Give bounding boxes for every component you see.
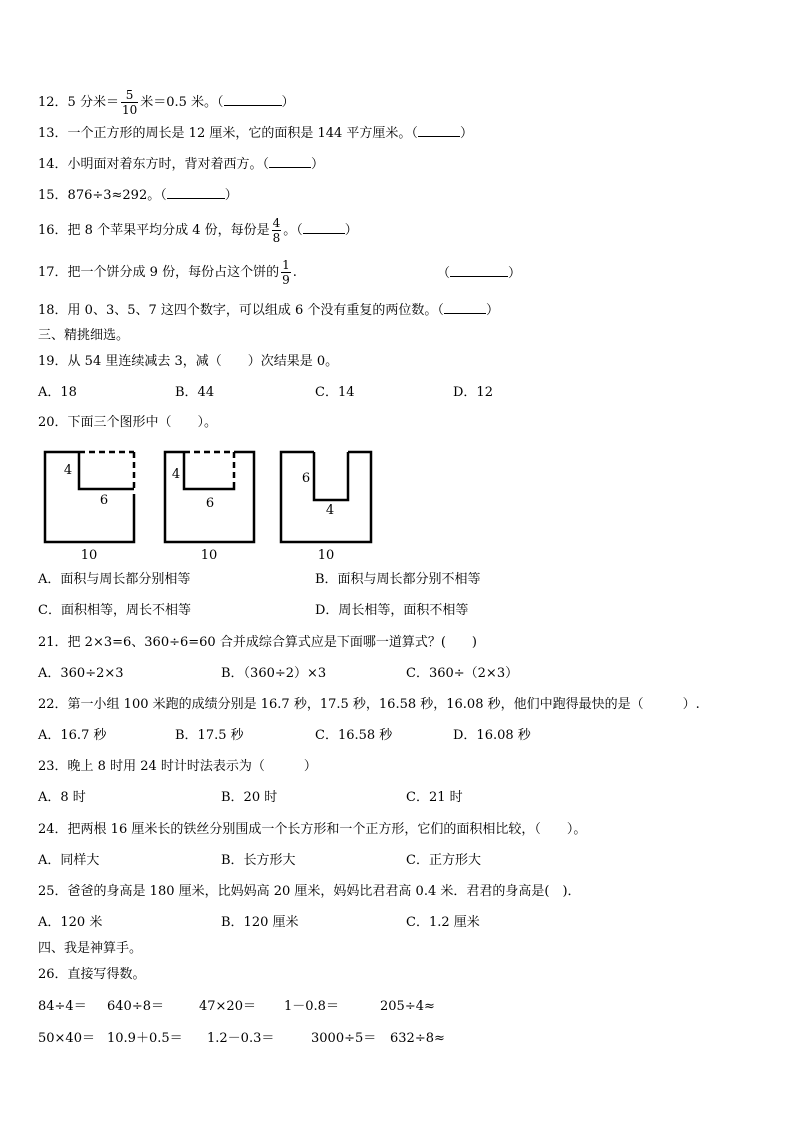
answer-blank-13[interactable] [418,124,460,137]
q23-option-c[interactable]: C．21 时 [406,790,463,805]
answer-blank-14[interactable] [269,155,311,168]
question-15: 15．876÷3≈292。（ ） [38,188,238,203]
q26-r1-item-5: 205÷4≈ [380,999,435,1014]
q24-option-b[interactable]: B．长方形大 [221,853,296,868]
answer-blank-15[interactable] [167,186,225,199]
figure-3-label-b: 4 [325,503,335,518]
q24-option-a[interactable]: A．同样大 [38,853,100,868]
question-26: 26．直接写得数。 [38,967,146,982]
q26-r1-item-4: 1－0.8＝ [284,999,339,1014]
question-12: 12．5 分米＝ $\frac{5}{10}$ 米＝0.5 米。（ ） [38,88,295,117]
q26-r2-item-2: 10.9＋0.5＝ [107,1031,183,1046]
figure-2-label-c: 10 [200,548,218,563]
q20-figures [38,448,398,568]
q25-option-b[interactable]: B．120 厘米 [221,915,299,930]
fraction-1-9: $\frac{1}{9}$ [282,258,290,287]
question-19: 19．从 54 里连续减去 3，减（ ）次结果是 0。 [38,354,339,369]
question-22: 22．第一小组 100 米跑的成绩分别是 16.7 秒，17.5 秒，16.58 秒，16.08 秒，他们中跑得最快的是（ ）. [38,697,700,712]
q26-r2-item-4: 3000÷5＝ [311,1031,377,1046]
question-21: 21．把 2×3=6、360÷6=60 合并成综合算式应是下面哪一道算式？( ) [38,635,477,650]
q21-option-b[interactable]: B．（360÷2）×3 [221,666,327,681]
figure-3 [281,452,371,542]
q22-option-b[interactable]: B．17.5 秒 [175,728,244,743]
q26-r2-item-1: 50×40＝ [38,1031,95,1046]
figure-1-label-b: 6 [99,493,109,508]
q22-option-c[interactable]: C．16.58 秒 [315,728,393,743]
q25-option-c[interactable]: C．1.2 厘米 [406,915,480,930]
question-14: 14．小明面对着东方时，背对着西方。（ ） [38,157,325,172]
fraction-5-10: $\frac{5}{10}$ [121,88,138,117]
figure-1-label-a: 4 [63,463,73,478]
q22-option-d[interactable]: D．16.08 秒 [453,728,531,743]
q12-post: 米＝0.5 米。（ [140,95,224,110]
figure-2-label-a: 4 [171,467,181,482]
q22-option-a[interactable]: A．16.7 秒 [38,728,107,743]
q20-option-b[interactable]: B．面积与周长都分别不相等 [315,572,481,587]
fraction-4-8: $\frac{4}{8}$ [272,216,281,245]
answer-blank-18[interactable] [444,301,486,314]
q19-option-a[interactable]: A．18 [38,385,77,400]
figure-1 [45,452,134,542]
question-16: 16．把 8 个苹果平均分成 4 份，每份是 $\frac{4}{8}$ 。（ ） [38,216,358,245]
q12-pre: 12．5 分米＝ [38,95,119,110]
question-17-answer: （ ） [437,266,522,281]
question-13: 13．一个正方形的周长是 12 厘米，它的面积是 144 平方厘米。（ ） [38,126,473,141]
q19-option-d[interactable]: D．12 [453,385,493,400]
q19-option-c[interactable]: C．14 [315,385,355,400]
q26-r1-item-2: 640÷8＝ [107,999,164,1014]
answer-blank-17[interactable] [450,264,508,277]
question-18: 18．用 0、3、5、7 这四个数字，可以组成 6 个没有重复的两位数。（ ） [38,303,499,318]
question-25: 25．爸爸的身高是 180 厘米，比妈妈高 20 厘米，妈妈比君君高 0.4 米．君君的身高是( )． [38,884,581,899]
question-20: 20．下面三个图形中（ ）。 [38,415,218,430]
q20-option-a[interactable]: A．面积与周长都分别相等 [38,572,191,587]
q20-option-d[interactable]: D．周长相等，面积不相等 [315,603,469,618]
section-4-heading: 四、我是神算手。 [38,941,143,956]
q25-option-a[interactable]: A．120 米 [38,915,103,930]
question-17: 17．把一个饼分成 9 份，每份占这个饼的 $\frac{1}{9}$ . [38,258,297,287]
q23-option-a[interactable]: A．8 时 [38,790,86,805]
q21-option-c[interactable]: C．360÷（2×3） [406,666,519,681]
question-23: 23．晚上 8 时用 24 时计时法表示为（ ） [38,759,317,774]
figure-2-label-b: 6 [205,496,215,511]
figure-3-label-a: 6 [301,471,311,486]
question-24: 24．把两根 16 厘米长的铁丝分别围成一个长方形和一个正方形，它们的面积相比较，（ ）。 [38,822,587,837]
q26-r1-item-1: 84÷4＝ [38,999,87,1014]
q26-r2-item-5: 632÷8≈ [390,1031,445,1046]
figure-1-label-c: 10 [80,548,98,563]
q21-option-a[interactable]: A．360÷2×3 [38,666,124,681]
q26-r2-item-3: 1.2－0.3＝ [207,1031,275,1046]
q23-option-b[interactable]: B．20 时 [221,790,278,805]
section-3-heading: 三、精挑细选。 [38,328,130,343]
q24-option-c[interactable]: C．正方形大 [406,853,481,868]
q19-option-b[interactable]: B．44 [175,385,215,400]
answer-blank-16[interactable] [303,221,345,234]
q20-option-c[interactable]: C．面积相等，周长不相等 [38,603,191,618]
q26-r1-item-3: 47×20＝ [199,999,256,1014]
answer-blank-12[interactable] [224,93,282,106]
figure-3-label-c: 10 [317,548,335,563]
